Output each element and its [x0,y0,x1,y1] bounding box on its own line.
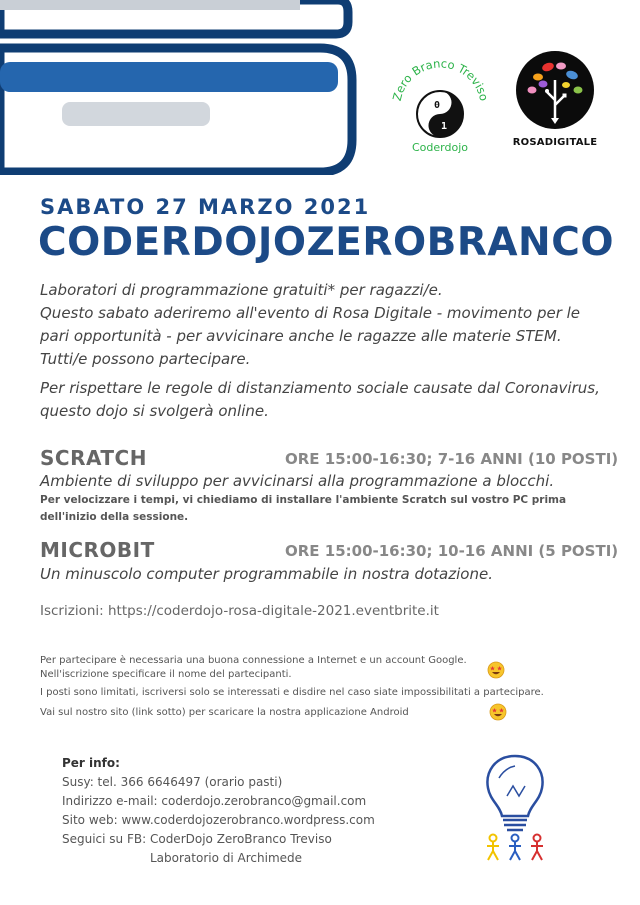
intro-line: Tutti/e possono partecipare. [40,350,251,368]
logo-digit-one: 1 [440,121,448,132]
covid-paragraph [40,377,620,423]
info-email[interactable]: Indirizzo e-mail: coderdojo.zerobranco@gmail.com [62,794,367,808]
intro-paragraph [40,279,610,371]
note-line: I posti sono limitati, iscriversi solo se interessati e disdire nel caso siate impossibilitati a partecipare. [40,687,544,698]
intro-line: Questo sabato aderiremo all'evento di Rosa Digitale - movimento per le [40,304,581,322]
scratch-note-line: dell'inizio della sessione. [40,511,189,523]
contact-info [62,754,375,868]
scratch-note [40,492,600,526]
rosadigitale-label: ROSADIGITALE [512,137,598,148]
logo-digit-zero: 0 [433,100,441,111]
logo-bottom-text: Coderdojo [412,141,468,154]
microbit-heading: MICROBIT [40,538,155,562]
info-phone: Susy: tel. 366 6646497 (orario pasti) [62,775,283,789]
registration-link[interactable]: Iscrizioni: https://coderdojo-rosa-digitale-2021.eventbrite.it [40,603,439,619]
intro-line: pari opportunità - per avvicinare anche le ragazze alle materie STEM. [40,327,562,345]
covid-line: Per rispettare le regole di distanziamento sociale causate dal Coronavirus, [40,379,600,397]
info-website[interactable]: Sito web: www.coderdojozerobranco.wordpress.com [62,813,375,827]
logo-arc-text: Zero Branco Treviso [389,56,492,103]
star-struck-emoji-icon [487,661,505,679]
coderdojo-zerobranco-logo [388,50,493,155]
laptop-illustration [0,0,360,175]
star-struck-emoji-icon [489,703,507,721]
event-title: CODERDOJOZEROBRANCO [38,220,614,265]
covid-line: questo dojo si svolgerà online. [40,402,269,420]
rosadigitale-logo [515,50,595,130]
scratch-description: Ambiente di sviluppo per avvicinarsi alla programmazione a blocchi. [40,472,555,490]
scratch-note-line: Per velocizzare i tempi, vi chiediamo di installare l'ambiente Scratch sul vostro PC prima [40,494,567,506]
scratch-heading: SCRATCH [40,446,147,470]
scratch-time: ORE 15:00-16:30; 7-16 ANNI (10 POSTI) [285,450,619,468]
event-date: SABATO 27 MARZO 2021 [40,195,371,219]
info-facebook[interactable]: Seguici su FB: CoderDojo ZeroBranco Treviso [62,832,332,846]
note-line: Vai sul nostro sito (link sotto) per scaricare la nostra applicazione Android [40,707,409,718]
microbit-time: ORE 15:00-16:30; 10-16 ANNI (5 POSTI) [285,542,619,560]
note-line: Per partecipare è necessaria una buona connessione a Internet e un account Google. [40,655,467,666]
lightbulb-illustration [475,750,555,865]
intro-line: Laboratori di programmazione gratuiti* per ragazzi/e. [40,281,443,299]
info-facebook-second: Laboratorio di Archimede [150,851,303,865]
info-title: Per info: [62,756,120,770]
note-line: Nell'iscrizione specificare il nome del partecipanti. [40,669,292,680]
microbit-description: Un minuscolo computer programmabile in nostra dotazione. [40,565,493,583]
